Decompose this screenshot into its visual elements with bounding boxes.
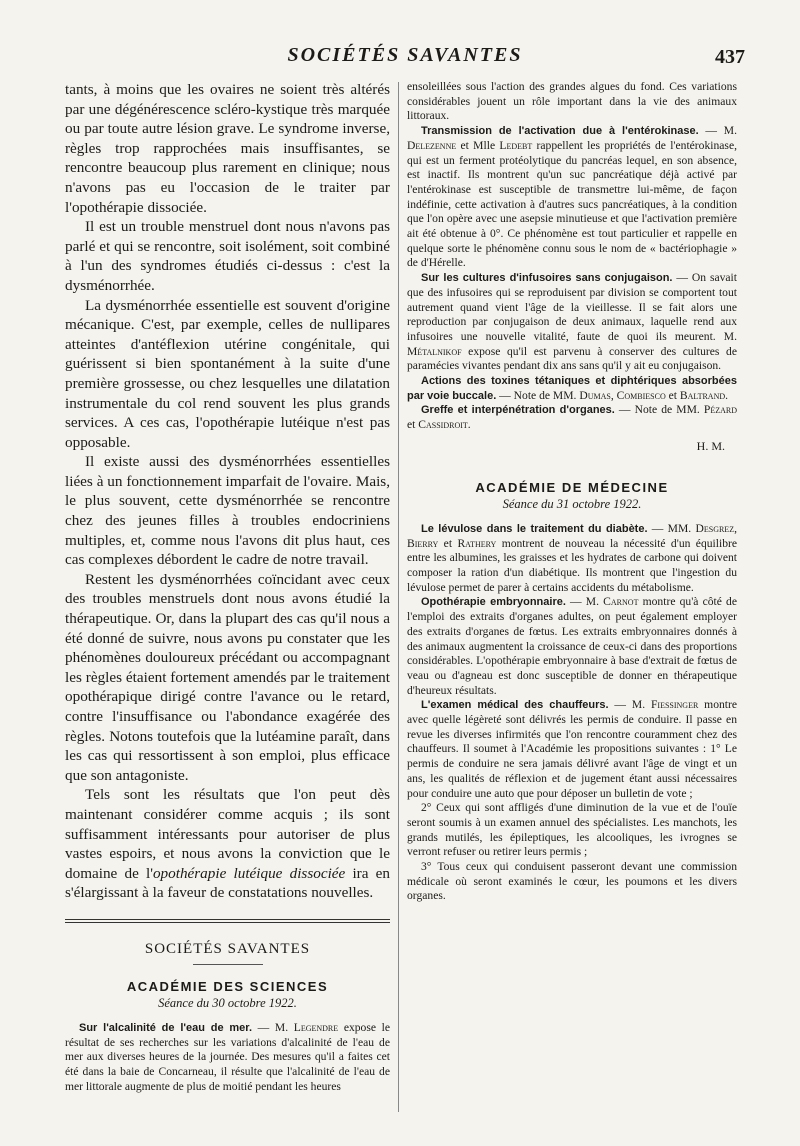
entry-levulose xyxy=(407,522,737,596)
section-short-rule xyxy=(193,964,263,965)
entry-greffe xyxy=(407,403,737,432)
text-run: — M. xyxy=(565,595,604,609)
text-run: — M. xyxy=(698,124,737,138)
paragraph: Il existe aussi des dysménorrhées essentielles liées à un fonctionnement imparfait de l'ovaire. Mais, le plus souvent, cette dysménorrhée se rencontre chez des jeunes filles à troubles endocriniens multiples, et, comme nous l'avons dit plus haut, ces cas complexes débordent le cadre de notre travail. xyxy=(65,453,390,569)
entry-alcalinite xyxy=(65,1021,390,1095)
text-run: — M. xyxy=(252,1020,294,1034)
author-name: Delezenne xyxy=(407,138,457,152)
paragraph-conclusion xyxy=(65,785,390,903)
entry-text: rappellent les propriétés de l'entérokinase, qui est un ferment protéolytique du pancréas lequel, en son absence, est inactif. Ils montrent qu'un suc pancréatique déjà activé par l'entérokinase est susceptible de transmettre lui-même, de façon indéfinie, cette activation à d'autres sucs pancréatiques, à la condition que l'on opère avec une asepsie minutieuse et que l'activation première ait été obtenue à 0°. Ce phénomène est tout particulier et rappelle en quelque sorte le phénomène connu sous le nom de « bactériophagie » de d'Hérelle. xyxy=(407,138,737,270)
entry-heading: Opothérapie embryonnaire. xyxy=(421,596,566,609)
author-name: Fiessinger xyxy=(650,698,699,712)
entry-text: — On savait que des infusoires qui se reproduisent par division se comportent tout autrement quand vient l'âge de la vieillesse. Il se fait alors une reproduction par conjugaison de deux animaux, laquelle rend aux infusoires une nouvelle vitalité, faute de quoi ils meurent. M. xyxy=(407,271,737,343)
author-name: Rathery xyxy=(457,536,497,550)
text-run: , xyxy=(610,388,617,402)
entry-heading: Le lévulose dans le traitement du diabète. xyxy=(421,522,648,535)
paragraph: La dysménorrhée essentielle est souvent d'origine mécanique. C'est, par exemple, celles de nullipares atteintes d'antéflexion utérine congénitale, qui guérissent si bien spontanément à la suite d'une première grossesse, ou chez lesquelles une dilatation instrumentale du col rend souvent les plus grands services. A ces cas, l'opothérapie lutéique n'est pas opposable. xyxy=(65,296,390,451)
text-run: ira en s'élargissant à la faveur de constatations nouvelles. xyxy=(65,864,390,902)
running-title: SOCIÉTÉS SAVANTES xyxy=(287,44,523,66)
entry-heading: Sur les cultures d'infusoires sans conjugaison. xyxy=(421,272,673,285)
paragraph: Il est un trouble menstruel dont nous n'avons pas parlé et qui se rencontre, soit isolément, soit combiné à l'un des syndromes étudiés ci-dessus : c'est la dysménorrhée. xyxy=(65,218,390,294)
academy-heading: ACADÉMIE DE MÉDECINE xyxy=(475,479,669,495)
text-run: et xyxy=(665,388,680,402)
text-run: — M. xyxy=(608,698,651,712)
entry-toxines xyxy=(407,374,737,403)
entry-infusoires xyxy=(407,271,737,374)
paragraph: tants, à moins que les ovaires ne soient très altérés par une dégénérescence scléro-kystique très marquée ou par toute autre lésion grave. Le syndrome inverse, règles trop rapprochées mais insuffisantes, se rencontre beaucoup plus rarement en clinique; nous n'avons pas eu l'occasion de le traiter par l'opothérapie dissociée. xyxy=(65,81,390,216)
entry-chauffeurs xyxy=(407,698,737,801)
author-name: Ledebt xyxy=(499,138,533,152)
signature: H. M. xyxy=(696,438,725,453)
paragraph: Restent les dysménorrhées coïncidant avec ceux des troubles menstruels dont nous avons étudié la thérapeutique. Or, dans la plupart des cas qu'il nous a été donné de suivre, nous avons pu constater que les phénomènes douloureux précédant ou accompagnant les règles étaient fortement amendés par le traitement opothérapique dirigé contre l'avance ou le retard, contre l'insuffisance ou l'abondance exagérée des règles. Notons toutefois que la lutéamine paraît, dans les cas qui ressortissent à son emploi, plus efficace que son antagoniste. xyxy=(65,570,390,784)
text-run: et xyxy=(407,418,419,432)
proposal-point: 3° Tous ceux qui conduisent passeront devant une commission médicale où seront examinés le cœur, les poumons et les divers organes. xyxy=(407,860,737,903)
author-name: Legendre xyxy=(293,1020,339,1034)
author-name: Baltrand xyxy=(679,388,726,402)
text-run: et xyxy=(438,536,458,550)
text-run: — MM. xyxy=(647,521,696,535)
seance-date: Séance du 31 octobre 1922. xyxy=(502,496,642,511)
text-run: , xyxy=(734,521,737,535)
column-divider xyxy=(398,82,399,1112)
entry-heading: Transmission de l'activation due à l'entérokinase. xyxy=(421,125,699,138)
text-run: — Note de MM. xyxy=(496,388,580,402)
text-run: Tels sont les résultats que l'on peut dès maintenant considérer comme acquis ; ils sont suffisamment intéressants pour autoriser de plus vastes espoirs, et nous avons la conviction que le domaine de l' xyxy=(65,786,390,882)
entry-text: montre avec quelle légèreté sont délivrés les permis de conduire. Il passe en revue les diverses infirmités que l'on rencontre couramment chez des chauffeurs. Il soumet à l'Académie les propositions suivantes : 1° Le permis de conduire ne sera jamais délivré avant l'âge de vingt et un ans, les qualités de réflexion et de jugement étant aussi nécessaires pour conduire une auto que pour déposer un bulletin de vote ; xyxy=(407,698,738,800)
author-name: Dumas xyxy=(579,388,611,402)
entry-text: montre qu'à côté de l'emploi des extraits d'organes adultes, on peut également employer des extraits d'organes de fœtus. Les extraits embryonnaires donnés à des animaux augmentent la croissance de ceux-ci dans des proportions considérables. L'opothérapie embryonnaire à base d'extrait de fœtus de veau ou d'agneau est donc susceptible de donner en thérapeutique d'heureux résultats. xyxy=(407,595,737,697)
author-name: Cassidroit xyxy=(418,418,468,432)
author-name: Pézard xyxy=(703,403,737,417)
text-run: et Mlle xyxy=(456,138,500,152)
section-double-rule xyxy=(65,919,390,923)
academy-heading: ACADÉMIE DES SCIENCES xyxy=(126,978,329,994)
author-name: Combiesco xyxy=(616,388,666,402)
entry-enterokinase xyxy=(407,124,737,271)
entry-heading: L'examen médical des chauffeurs. xyxy=(421,699,609,712)
entry-heading: Actions des toxines tétaniques et diphtériques absorbées par voie buccale. xyxy=(407,375,737,402)
entry-heading: Greffe et interpénétration d'organes. xyxy=(421,404,615,417)
author-name: Carnot xyxy=(603,595,639,609)
seance-date: Séance du 30 octobre 1922. xyxy=(158,995,297,1010)
entry-opotherapie xyxy=(407,595,737,698)
entry-text: expose qu'il est parvenu à conserver des cultures de paramécies vivantes pendant dix ans sans qu'il y ait eu conjugaison. xyxy=(407,344,737,373)
text-run: — Note de MM. xyxy=(614,403,704,417)
page-number: 437 xyxy=(715,46,745,68)
entry-text: montrent de nouveau la nécessité d'un équilibre entre les albumines, les graisses et les hydrates de carbone qui doivent composer la ration d'un diabétique. Ils montrent que l'ingestion du lévulose permet de parer à certains accidents du métabolisme. xyxy=(407,536,738,594)
right-column xyxy=(407,80,737,904)
left-column xyxy=(65,80,390,1094)
proposal-point: 2° Ceux qui sont affligés d'une diminution de la vue et de l'ouïe seront soumis à un examen annuel des spécialistes. Les manchots, les grands mutilés, les épileptiques, les alcooliques, les ivrognes se verront refuser ou retirer leurs permis ; xyxy=(407,801,737,859)
paragraph-continuation: ensoleillées sous l'action des grandes algues du fond. Ces variations considérables jouent un rôle important dans la vie des animaux littoraux. xyxy=(407,80,737,123)
author-name: Bierry xyxy=(407,536,439,550)
author-name: Desgrez xyxy=(695,521,735,535)
text-run: . xyxy=(725,388,729,402)
entry-heading: Sur l'alcalinité de l'eau de mer. xyxy=(79,1021,253,1034)
section-title: SOCIÉTÉS SAVANTES xyxy=(144,940,311,957)
running-header xyxy=(65,40,745,80)
author-name: Métalnikof xyxy=(407,344,462,358)
text-run: . xyxy=(467,418,471,432)
italic-term: opothérapie lutéique dissociée xyxy=(152,864,346,882)
entry-text: expose le résultat de ses recherches sur les variations d'alcalinité de l'eau de mer aux diverses heures de la journée. Des mesures qu'il a faites cet été dans la baie de Concarneau, il résulte que l'alcalinité de l'eau de mer littorale augmente de plus de moitié pendant les heures xyxy=(65,1020,391,1093)
